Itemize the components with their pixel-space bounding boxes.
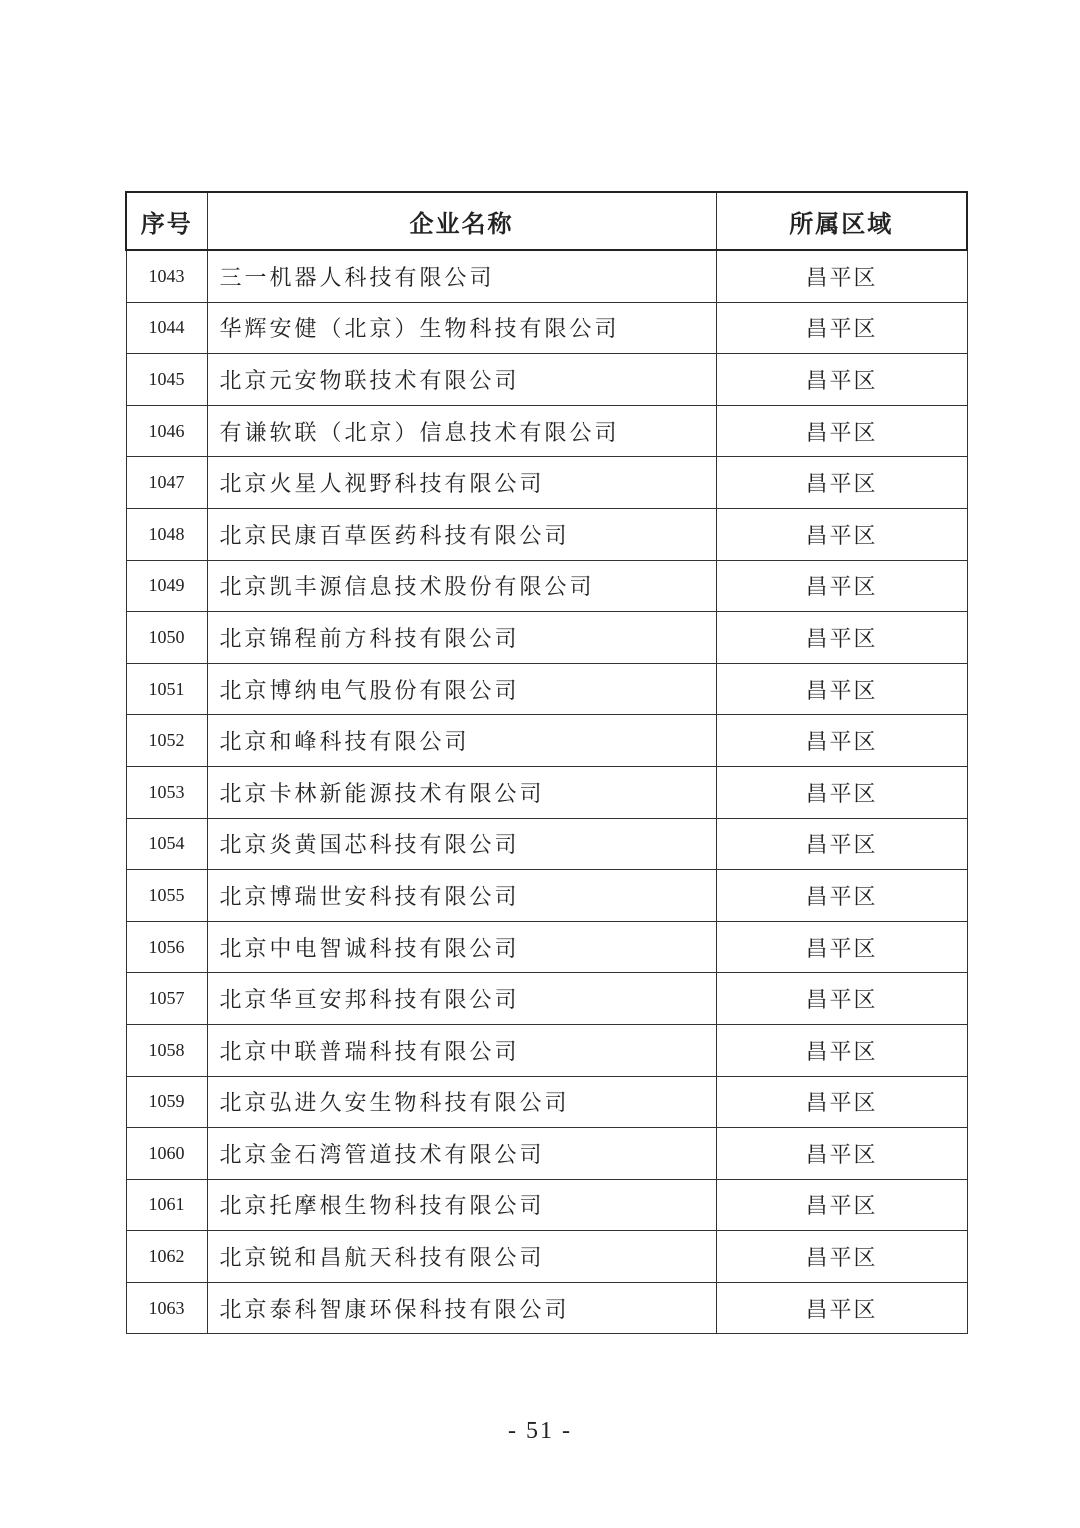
cell-company-name: 北京凯丰源信息技术股份有限公司 — [207, 560, 716, 612]
table-row — [126, 663, 967, 715]
cell-region: 昌平区 — [716, 818, 967, 870]
cell-region: 昌平区 — [716, 663, 967, 715]
table-row — [126, 818, 967, 870]
table-row — [126, 1231, 967, 1283]
cell-seq: 1047 — [126, 457, 207, 509]
cell-company-name: 北京泰科智康环保科技有限公司 — [207, 1282, 716, 1334]
cell-company-name: 北京火星人视野科技有限公司 — [207, 457, 716, 509]
cell-region: 昌平区 — [716, 1282, 967, 1334]
cell-company-name: 北京锦程前方科技有限公司 — [207, 612, 716, 664]
cell-region: 昌平区 — [716, 1024, 967, 1076]
table-row — [126, 508, 967, 560]
cell-company-name: 北京金石湾管道技术有限公司 — [207, 1128, 716, 1180]
cell-seq: 1052 — [126, 715, 207, 767]
table-row — [126, 405, 967, 457]
cell-company-name: 北京和峰科技有限公司 — [207, 715, 716, 767]
cell-region: 昌平区 — [716, 250, 967, 302]
table-row — [126, 973, 967, 1025]
table-row — [126, 1179, 967, 1231]
cell-region: 昌平区 — [716, 1231, 967, 1283]
cell-seq: 1049 — [126, 560, 207, 612]
cell-company-name: 北京弘进久安生物科技有限公司 — [207, 1076, 716, 1128]
cell-seq: 1044 — [126, 302, 207, 354]
cell-company-name: 华辉安健（北京）生物科技有限公司 — [207, 302, 716, 354]
cell-company-name: 北京炎黄国芯科技有限公司 — [207, 818, 716, 870]
cell-seq: 1045 — [126, 354, 207, 406]
cell-region: 昌平区 — [716, 921, 967, 973]
cell-company-name: 北京中联普瑞科技有限公司 — [207, 1024, 716, 1076]
table-row — [126, 302, 967, 354]
cell-seq: 1054 — [126, 818, 207, 870]
cell-seq: 1050 — [126, 612, 207, 664]
cell-seq: 1058 — [126, 1024, 207, 1076]
cell-company-name: 北京锐和昌航天科技有限公司 — [207, 1231, 716, 1283]
cell-region: 昌平区 — [716, 1179, 967, 1231]
cell-company-name: 北京卡林新能源技术有限公司 — [207, 766, 716, 818]
cell-region: 昌平区 — [716, 612, 967, 664]
cell-region: 昌平区 — [716, 973, 967, 1025]
table-row — [126, 560, 967, 612]
table-row — [126, 1076, 967, 1128]
table-row — [126, 457, 967, 509]
table-header-row — [126, 192, 967, 250]
table-row — [126, 715, 967, 767]
table-row — [126, 766, 967, 818]
cell-region: 昌平区 — [716, 1128, 967, 1180]
table-row — [126, 921, 967, 973]
cell-company-name: 北京华亘安邦科技有限公司 — [207, 973, 716, 1025]
cell-company-name: 北京博纳电气股份有限公司 — [207, 663, 716, 715]
cell-region: 昌平区 — [716, 870, 967, 922]
cell-company-name: 北京民康百草医药科技有限公司 — [207, 508, 716, 560]
cell-region: 昌平区 — [716, 508, 967, 560]
cell-region: 昌平区 — [716, 405, 967, 457]
enterprise-table — [125, 191, 968, 1334]
cell-seq: 1060 — [126, 1128, 207, 1180]
cell-company-name: 北京博瑞世安科技有限公司 — [207, 870, 716, 922]
cell-seq: 1051 — [126, 663, 207, 715]
cell-region: 昌平区 — [716, 1076, 967, 1128]
cell-seq: 1055 — [126, 870, 207, 922]
header-name: 企业名称 — [207, 192, 716, 250]
table-row — [126, 1024, 967, 1076]
table-row — [126, 612, 967, 664]
cell-company-name: 北京元安物联技术有限公司 — [207, 354, 716, 406]
table-body — [126, 250, 967, 1334]
cell-company-name: 北京托摩根生物科技有限公司 — [207, 1179, 716, 1231]
page-number: - 51 - — [508, 1418, 572, 1444]
cell-seq: 1046 — [126, 405, 207, 457]
cell-region: 昌平区 — [716, 354, 967, 406]
cell-region: 昌平区 — [716, 560, 967, 612]
cell-company-name: 三一机器人科技有限公司 — [207, 250, 716, 302]
cell-seq: 1056 — [126, 921, 207, 973]
table-row — [126, 1128, 967, 1180]
header-region: 所属区域 — [716, 192, 967, 250]
cell-seq: 1053 — [126, 766, 207, 818]
cell-region: 昌平区 — [716, 766, 967, 818]
table-row — [126, 1282, 967, 1334]
table-row — [126, 354, 967, 406]
cell-seq: 1062 — [126, 1231, 207, 1283]
cell-seq: 1061 — [126, 1179, 207, 1231]
cell-company-name: 有谦软联（北京）信息技术有限公司 — [207, 405, 716, 457]
cell-region: 昌平区 — [716, 302, 967, 354]
cell-company-name: 北京中电智诚科技有限公司 — [207, 921, 716, 973]
cell-seq: 1059 — [126, 1076, 207, 1128]
header-seq: 序号 — [126, 192, 207, 250]
cell-seq: 1057 — [126, 973, 207, 1025]
cell-region: 昌平区 — [716, 715, 967, 767]
table-row — [126, 870, 967, 922]
table-row — [126, 250, 967, 302]
cell-seq: 1043 — [126, 250, 207, 302]
cell-seq: 1048 — [126, 508, 207, 560]
cell-seq: 1063 — [126, 1282, 207, 1334]
cell-region: 昌平区 — [716, 457, 967, 509]
